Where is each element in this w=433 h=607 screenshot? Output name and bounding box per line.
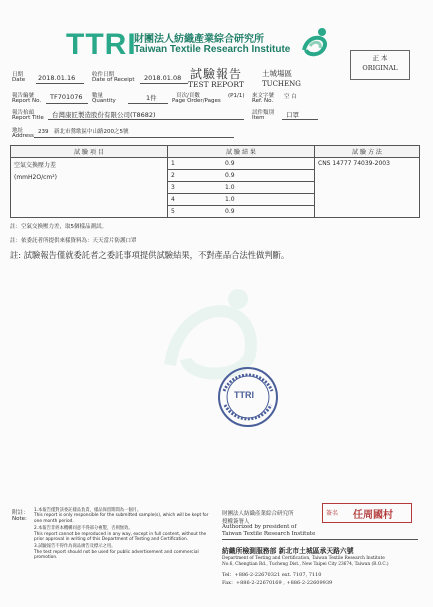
note-sampling: 註：空氣交換壓力差，取5個樣品測試。 — [10, 224, 108, 230]
ref-value: 空 白 — [284, 94, 297, 100]
signature-label: 簽名 — [326, 510, 339, 517]
receipt-value: 2018.01.08 — [144, 74, 182, 82]
receipt-label-zh: 收件日期 — [92, 72, 115, 78]
institute-swirl-icon — [296, 22, 336, 62]
authorizer-en-1: Authorized by president of — [222, 524, 297, 530]
sample-value: 0.9 — [225, 160, 235, 167]
remarks-label-en: Note: — [12, 516, 27, 522]
item-value: 口罩 — [286, 111, 299, 119]
result-cell — [168, 182, 315, 194]
sample-index: 2 — [171, 172, 175, 179]
department-zh: 紡織所檢測服務部 新北市土城區承天路六號 — [222, 547, 354, 555]
quantity-label-zh: 數量 — [92, 93, 104, 99]
item-label-en: Item — [252, 115, 265, 121]
signature-name: 任周國村 — [353, 510, 393, 521]
address-label-en: Address — [12, 133, 34, 139]
receipt-label-en: Date of Receipt — [92, 77, 135, 83]
stamp-en: ORIGINAL — [362, 64, 398, 72]
date-label-en: Date — [12, 77, 26, 83]
branch-en: TUCHENG — [262, 80, 301, 88]
stamp-zh: 正 本 — [372, 54, 388, 62]
note-sample-info: 註：依委託者所提供來樣資料為：天天當片防護口罩 — [10, 238, 137, 244]
results-table — [10, 145, 420, 218]
remark-3-zh: 3.試驗報告不得作為商品廣告及標示之用。 — [34, 544, 116, 550]
quantity-value: 1件 — [146, 94, 157, 102]
sample-value: 0.9 — [225, 208, 235, 215]
branch-zh: 土城場區 — [262, 69, 292, 78]
sample-index: 3 — [171, 184, 175, 191]
department-en-1: Department of Testing and Certification, Taiwan Textile Research Institute — [222, 556, 385, 561]
result-cell — [168, 194, 315, 206]
report-no-label-zh: 報告編號 — [12, 93, 35, 99]
sample-value: 0.9 — [225, 172, 235, 179]
requester-label-zh: 報告抬頭 — [12, 110, 35, 116]
address-label-zh: 地址 — [12, 128, 24, 134]
page-label-zh: 頁次/頁數 — [176, 93, 200, 99]
requester-value: 台灣康匠製造股份有限公司(T8682) — [52, 111, 156, 119]
remark-2-zh: 2.本報告非經本機構同意不得部分複製，否則無效。 — [34, 526, 133, 532]
remark-2-en: This report cannot be reproduced in any way, except in full content, without the prior approval in writing of this Department of Testing and Certification. — [34, 531, 207, 543]
header-test-method: 試 驗 方 法 — [315, 146, 420, 158]
note-disclaimer: 註: 試驗報告僅就委託者之委託事項提供試驗結果，不對產品合法性做判斷。 — [10, 250, 290, 260]
report-no-label-en: Report No. — [12, 98, 42, 104]
date-value: 2018.01.16 — [38, 74, 76, 82]
ref-label-en: Ref. No. — [252, 98, 274, 104]
test-item-unit: (mmH2O/cm²) — [14, 174, 57, 181]
institute-name-zh: 財團法人紡織產業綜合研究所 — [134, 34, 264, 45]
test-method-cell: CNS 14777 74039-2003 — [315, 158, 420, 218]
ref-label-zh: 來文字號 — [252, 93, 275, 99]
remarks-block — [34, 508, 209, 561]
report-no-value: TF701076 — [50, 93, 83, 101]
sample-index: 4 — [171, 196, 175, 203]
department-tel: Tel：+886-2-22670321 ext. 7107, 7110 — [222, 572, 322, 578]
requester-label-en: Report Title — [12, 115, 44, 121]
test-item-cell — [11, 158, 168, 218]
result-cell — [168, 170, 315, 182]
address-value: 239 新北市鶯歌區中山路200之5號 — [38, 129, 129, 135]
sample-value: 1.0 — [225, 196, 235, 203]
result-cell — [168, 206, 315, 218]
test-item-name: 空氣交換壓力差 — [14, 162, 57, 169]
sample-index: 5 — [171, 208, 175, 215]
table-header-row — [11, 146, 420, 158]
remarks-label-zh: 附註： — [12, 510, 29, 516]
institute-name-en: Taiwan Textile Research Institute — [134, 44, 291, 55]
page-label-en: Page Order/Pages — [172, 98, 221, 104]
logo-ttri: TTRI — [66, 28, 137, 61]
signature-stamp — [322, 503, 412, 523]
report-title-zh: 試驗報告 — [190, 67, 243, 81]
seal-text: TTRI — [234, 390, 254, 400]
sample-index: 1 — [171, 160, 175, 167]
department-fax: Fax：+886-2-22670169 , +886-2-22609939 — [222, 580, 333, 586]
authorizer-en-2: Taiwan Textile Research Institute — [222, 531, 316, 537]
department-en-2: No.6, Chengtian Rd., Tucheng Dist., New Taipei City 23674, Taiwan (R.O.C.) — [222, 562, 389, 567]
header-test-result: 試 驗 結 果 — [168, 146, 315, 158]
remark-1-zh: 1.本報告僅對該委託樣品負責，樣品保留期間為一個月。 — [34, 508, 142, 513]
header-test-item: 試 驗 項 目 — [11, 146, 168, 158]
authorizer-zh: 財團法人紡織產業綜合研究所 — [222, 511, 294, 517]
remark-3-en: The test report should not be used for public advertisement and commercial promotion. — [34, 549, 199, 561]
item-label-zh: 試件類別 — [252, 110, 275, 116]
authorizer-zh-2: 授權簽署人 — [222, 519, 250, 525]
remark-1-en: This report is only responsible for the submitted sample(s), which will be kept for one month period. — [34, 513, 209, 524]
table-row — [11, 158, 420, 170]
quantity-label-en: Quantity — [92, 98, 116, 104]
report-title-en: TEST REPORT — [188, 80, 244, 89]
original-stamp — [350, 50, 410, 80]
sample-value: 1.0 — [225, 184, 235, 191]
page-value: (P1/1) — [228, 93, 245, 99]
result-cell — [168, 158, 315, 170]
date-label-zh: 日期 — [12, 72, 24, 78]
